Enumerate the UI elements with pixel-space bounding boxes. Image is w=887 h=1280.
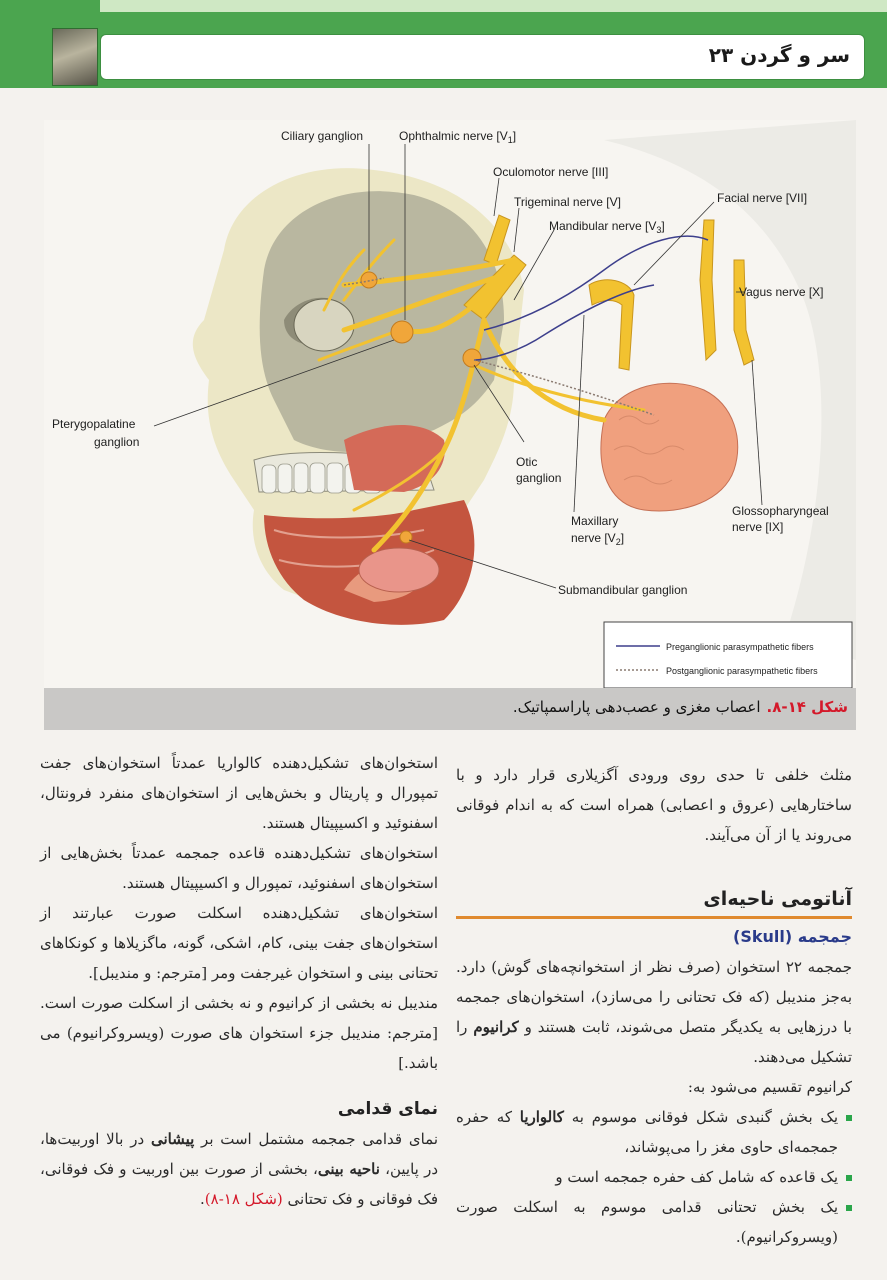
figure-caption — [513, 698, 848, 716]
label-oculomotor-nerve: Oculomotor nerve [III] — [493, 165, 609, 179]
header-accent — [100, 0, 887, 12]
skull-subheading: جمجمه (Skull) — [733, 927, 852, 946]
cranial-base-paragraph: استخوان‌های تشکیل‌دهنده قاعده جمجمه عمدتاً بخش‌هایی از استخوان‌های اسفنوئید، تمپورال و اکسیپیتال هستند. — [40, 844, 438, 892]
section-heading: آناتومی ناحیه‌ای — [703, 888, 852, 910]
label-pterygopalatine-1: Pterygopalatine — [52, 417, 136, 431]
parotid-gland — [601, 383, 738, 511]
figure-caption-text: اعصاب مغزی و عصب‌دهی پاراسمپاتیک. — [512, 698, 761, 716]
page-title: سر و گردن ۲۳ — [708, 43, 850, 67]
skull-paragraph-1: جمجمه ۲۲ استخوان (صرف نظر از استخوانچه‌های گوش) دارد. به‌جز مندیبل (که فک تحتانی را می‌سازد)، استخوان‌های جمجمه با درزهایی به یکدیگر متصل می‌شوند، ثابت هستند و کرانیوم را تشکیل می‌دهند. — [456, 958, 852, 1066]
list-item: یک قاعده که شامل کف حفره جمجمه است و — [456, 1162, 838, 1192]
figure-legend — [604, 622, 852, 688]
figure-number: شکل ۱۴-۸. — [766, 698, 848, 716]
label-maxillary-2: nerve $[V_2]$ — [571, 531, 625, 547]
right-column-intro — [456, 760, 852, 850]
label-trigeminal-nerve: Trigeminal nerve [V] — [514, 195, 621, 209]
list-item: یک بخش تحتانی قدامی موسوم به اسکلت صورت (ویسروکرانیوم). — [456, 1192, 838, 1252]
figure-reference-link[interactable]: (شکل ۱۸-۸) — [204, 1190, 283, 1208]
legend-postganglionic: Postganglionic parasympathetic fibers — [666, 666, 818, 676]
label-pterygopalatine-2: ganglion — [94, 435, 140, 449]
label-otic-1: Otic — [516, 455, 538, 469]
anterior-view-heading: نمای قدامی — [337, 1099, 438, 1119]
section-rule — [456, 916, 852, 919]
label-mandibular-nerve: Mandibular nerve $[V_3]$ — [549, 219, 665, 235]
right-column-heading — [456, 884, 852, 914]
left-column — [40, 748, 438, 1214]
header-thumbnail-image — [52, 28, 98, 86]
cranium-parts-list — [456, 1102, 852, 1252]
label-otic-2: ganglion — [516, 471, 562, 485]
intro-paragraph: مثلث خلفی تا حدی روی ورودی آگزیلاری قرار دارد و با ساختارهایی (عروق و اعصابی) همراه است که به اندام فوقانی می‌روند یا از آن می‌آیند. — [456, 766, 852, 844]
anatomy-figure — [44, 120, 856, 688]
label-vagus-nerve: Vagus nerve [X] — [739, 285, 824, 299]
mandible-paragraph: مندیبل نه بخشی از کرانیوم و نه بخشی از اسکلت صورت است. [مترجم: مندیبل جزء استخوان های صورت (ویسروکرانیوم) می باشد.] — [40, 994, 438, 1072]
skull-paragraph-2: کرانیوم تقسیم می‌شود به: — [687, 1078, 852, 1096]
label-ophthalmic-nerve: Ophthalmic nerve $[V_1]$ — [399, 129, 517, 145]
facial-skeleton-paragraph: استخوان‌های تشکیل‌دهنده اسکلت صورت عبارتند از استخوان‌های جفت بینی، کام، اشکی، گونه، ماگزیلاها و کونکاهای تحتانی بینی و استخوان غیرجفت ومر [مترجم: و مندیبل]. — [40, 904, 438, 982]
label-glossopharyngeal-1: Glossopharyngeal — [732, 504, 829, 518]
legend-preganglionic: Preganglionic parasympathetic fibers — [666, 642, 814, 652]
label-ciliary-ganglion: Ciliary ganglion — [281, 129, 364, 143]
label-facial-nerve: Facial nerve [VII] — [717, 191, 808, 205]
label-maxillary-1: Maxillary — [571, 514, 619, 528]
list-item: یک بخش گنبدی شکل فوقانی موسوم به کالواریا که حفره جمجمه‌ای حاوی مغز را می‌پوشاند، — [456, 1102, 838, 1162]
label-glossopharyngeal-2: nerve [IX] — [732, 520, 784, 534]
figure-caption-bar — [44, 688, 856, 730]
label-submandibular-ganglion: Submandibular ganglion — [558, 583, 688, 597]
right-column-body — [456, 922, 852, 1252]
anterior-view-paragraph: نمای قدامی جمجمه مشتمل است بر پیشانی در بالا اوربیت‌ها، در پایین، ناحیه بینی، بخشی از صورت بین اوربیت و فک فوقانی، فک فوقانی و فک تحتانی (شکل ۱۸-۸). — [40, 1130, 439, 1208]
calvaria-paragraph: استخوان‌های تشکیل‌دهنده کالواریا عمدتاً استخوان‌های جفت تمپورال و پاریتال و بخش‌هایی از استخوان‌های منفرد فرونتال، اسفنوئید و اکسیپیتال هستند. — [40, 754, 438, 832]
header-box — [100, 34, 865, 80]
